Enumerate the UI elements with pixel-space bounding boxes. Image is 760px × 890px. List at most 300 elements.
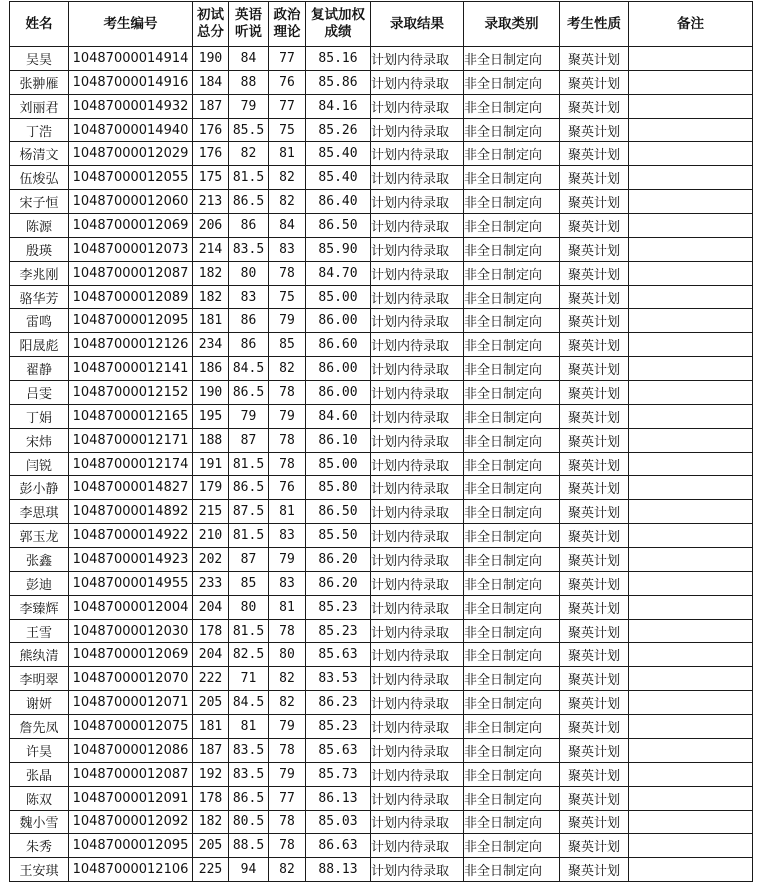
admission-result-cell: 计划内待录取 — [371, 357, 464, 381]
candidate-nature-cell: 聚英计划 — [560, 500, 629, 524]
retest-score-cell: 85.23 — [306, 619, 371, 643]
english-score-cell: 86.5 — [229, 381, 269, 405]
admission-category-cell: 非全日制定向 — [464, 333, 560, 357]
candidate-nature-cell: 聚英计划 — [560, 643, 629, 667]
candidate-name-cell: 陈双 — [10, 786, 69, 810]
politics-score-cell: 82 — [269, 667, 306, 691]
initial-total-cell: 233 — [193, 571, 229, 595]
exam-id-cell: 10487000014932 — [69, 94, 193, 118]
table-row — [10, 834, 753, 858]
retest-score-cell: 86.50 — [306, 500, 371, 524]
admission-result-cell: 计划内待录取 — [371, 571, 464, 595]
exam-id-cell: 10487000012070 — [69, 667, 193, 691]
candidate-name-cell: 熊纨清 — [10, 643, 69, 667]
remark-cell — [629, 452, 753, 476]
initial-total-cell: 181 — [193, 715, 229, 739]
politics-score-cell: 83 — [269, 237, 306, 261]
retest-score-cell: 85.80 — [306, 476, 371, 500]
header-name: 姓名 — [10, 2, 69, 47]
politics-score-cell: 82 — [269, 858, 306, 882]
initial-total-cell: 213 — [193, 190, 229, 214]
remark-cell — [629, 309, 753, 333]
remark-cell — [629, 190, 753, 214]
table-row — [10, 118, 753, 142]
admission-result-cell: 计划内待录取 — [371, 47, 464, 71]
admission-result-cell: 计划内待录取 — [371, 762, 464, 786]
retest-score-cell: 86.63 — [306, 834, 371, 858]
remark-cell — [629, 47, 753, 71]
header-result: 录取结果 — [371, 2, 464, 47]
admission-category-cell: 非全日制定向 — [464, 94, 560, 118]
candidate-name-cell: 张鑫 — [10, 548, 69, 572]
candidate-nature-cell: 聚英计划 — [560, 70, 629, 94]
candidate-nature-cell: 聚英计划 — [560, 118, 629, 142]
politics-score-cell: 79 — [269, 404, 306, 428]
candidate-name-cell: 郭玉龙 — [10, 524, 69, 548]
retest-score-cell: 86.50 — [306, 214, 371, 238]
admission-result-cell: 计划内待录取 — [371, 500, 464, 524]
candidate-nature-cell: 聚英计划 — [560, 571, 629, 595]
admission-result-cell: 计划内待录取 — [371, 786, 464, 810]
retest-score-cell: 86.40 — [306, 190, 371, 214]
initial-total-cell: 205 — [193, 691, 229, 715]
admission-table — [9, 1, 753, 882]
table-row — [10, 738, 753, 762]
english-score-cell: 81.5 — [229, 524, 269, 548]
table-row — [10, 476, 753, 500]
english-score-cell: 85 — [229, 571, 269, 595]
exam-id-cell: 10487000012004 — [69, 595, 193, 619]
english-score-cell: 86.5 — [229, 786, 269, 810]
initial-total-cell: 215 — [193, 500, 229, 524]
admission-result-cell: 计划内待录取 — [371, 858, 464, 882]
table-row — [10, 715, 753, 739]
admission-result-cell: 计划内待录取 — [371, 834, 464, 858]
table-row — [10, 643, 753, 667]
candidate-nature-cell: 聚英计划 — [560, 524, 629, 548]
header-category: 录取类别 — [464, 2, 560, 47]
admission-result-cell: 计划内待录取 — [371, 333, 464, 357]
candidate-name-cell: 朱秀 — [10, 834, 69, 858]
retest-score-cell: 85.40 — [306, 142, 371, 166]
remark-cell — [629, 357, 753, 381]
remark-cell — [629, 619, 753, 643]
initial-total-cell: 214 — [193, 237, 229, 261]
exam-id-cell: 10487000012126 — [69, 333, 193, 357]
initial-total-cell: 176 — [193, 118, 229, 142]
admission-category-cell: 非全日制定向 — [464, 70, 560, 94]
exam-id-cell: 10487000012091 — [69, 786, 193, 810]
english-score-cell: 84.5 — [229, 691, 269, 715]
admission-result-cell: 计划内待录取 — [371, 142, 464, 166]
header-politics-line1: 政治 — [273, 7, 301, 23]
politics-score-cell: 82 — [269, 357, 306, 381]
candidate-name-cell: 陈源 — [10, 214, 69, 238]
remark-cell — [629, 237, 753, 261]
exam-id-cell: 10487000014922 — [69, 524, 193, 548]
candidate-nature-cell: 聚英计划 — [560, 142, 629, 166]
retest-score-cell: 86.10 — [306, 428, 371, 452]
admission-result-cell: 计划内待录取 — [371, 428, 464, 452]
exam-id-cell: 10487000012060 — [69, 190, 193, 214]
table-row — [10, 285, 753, 309]
admission-category-cell: 非全日制定向 — [464, 357, 560, 381]
admission-result-cell: 计划内待录取 — [371, 452, 464, 476]
candidate-nature-cell: 聚英计划 — [560, 94, 629, 118]
admission-category-cell: 非全日制定向 — [464, 571, 560, 595]
remark-cell — [629, 118, 753, 142]
exam-id-cell: 10487000012087 — [69, 261, 193, 285]
remark-cell — [629, 715, 753, 739]
retest-score-cell: 86.20 — [306, 548, 371, 572]
english-score-cell: 82.5 — [229, 643, 269, 667]
retest-score-cell: 86.23 — [306, 691, 371, 715]
english-score-cell: 88.5 — [229, 834, 269, 858]
english-score-cell: 87 — [229, 428, 269, 452]
table-row — [10, 858, 753, 882]
remark-cell — [629, 428, 753, 452]
initial-total-cell: 184 — [193, 70, 229, 94]
english-score-cell: 86 — [229, 333, 269, 357]
candidate-name-cell: 刘丽君 — [10, 94, 69, 118]
politics-score-cell: 82 — [269, 166, 306, 190]
header-remark: 备注 — [629, 2, 753, 47]
candidate-name-cell: 杨清文 — [10, 142, 69, 166]
table-row — [10, 571, 753, 595]
table-body — [10, 47, 753, 882]
table-row — [10, 94, 753, 118]
english-score-cell: 83 — [229, 285, 269, 309]
exam-id-cell: 10487000012095 — [69, 834, 193, 858]
admission-result-cell: 计划内待录取 — [371, 381, 464, 405]
politics-score-cell: 78 — [269, 452, 306, 476]
politics-score-cell: 78 — [269, 381, 306, 405]
candidate-name-cell: 谢妍 — [10, 691, 69, 715]
admission-category-cell: 非全日制定向 — [464, 643, 560, 667]
retest-score-cell: 88.13 — [306, 858, 371, 882]
candidate-nature-cell: 聚英计划 — [560, 452, 629, 476]
initial-total-cell: 192 — [193, 762, 229, 786]
admission-category-cell: 非全日制定向 — [464, 261, 560, 285]
politics-score-cell: 83 — [269, 524, 306, 548]
candidate-nature-cell: 聚英计划 — [560, 810, 629, 834]
english-score-cell: 83.5 — [229, 237, 269, 261]
initial-total-cell: 225 — [193, 858, 229, 882]
exam-id-cell: 10487000012073 — [69, 237, 193, 261]
admission-category-cell: 非全日制定向 — [464, 118, 560, 142]
admission-result-cell: 计划内待录取 — [371, 738, 464, 762]
exam-id-cell: 10487000012089 — [69, 285, 193, 309]
admission-category-cell: 非全日制定向 — [464, 691, 560, 715]
retest-score-cell: 86.13 — [306, 786, 371, 810]
candidate-name-cell: 伍焌弘 — [10, 166, 69, 190]
candidate-name-cell: 丁娟 — [10, 404, 69, 428]
english-score-cell: 71 — [229, 667, 269, 691]
english-score-cell: 80.5 — [229, 810, 269, 834]
admission-category-cell: 非全日制定向 — [464, 858, 560, 882]
candidate-name-cell: 骆华芳 — [10, 285, 69, 309]
remark-cell — [629, 333, 753, 357]
politics-score-cell: 82 — [269, 691, 306, 715]
admission-result-cell: 计划内待录取 — [371, 404, 464, 428]
candidate-name-cell: 阳晟彪 — [10, 333, 69, 357]
admission-category-cell: 非全日制定向 — [464, 524, 560, 548]
remark-cell — [629, 524, 753, 548]
politics-score-cell: 84 — [269, 214, 306, 238]
candidate-name-cell: 雷鸣 — [10, 309, 69, 333]
english-score-cell: 80 — [229, 595, 269, 619]
initial-total-cell: 176 — [193, 142, 229, 166]
politics-score-cell: 81 — [269, 142, 306, 166]
admission-result-cell: 计划内待录取 — [371, 237, 464, 261]
politics-score-cell: 78 — [269, 619, 306, 643]
table-row — [10, 619, 753, 643]
admission-category-cell: 非全日制定向 — [464, 452, 560, 476]
candidate-name-cell: 李兆刚 — [10, 261, 69, 285]
exam-id-cell: 10487000014916 — [69, 70, 193, 94]
admission-result-cell: 计划内待录取 — [371, 309, 464, 333]
english-score-cell: 94 — [229, 858, 269, 882]
admission-result-cell: 计划内待录取 — [371, 166, 464, 190]
table-row — [10, 47, 753, 71]
admission-result-cell: 计划内待录取 — [371, 643, 464, 667]
admission-result-cell: 计划内待录取 — [371, 691, 464, 715]
initial-total-cell: 190 — [193, 381, 229, 405]
exam-id-cell: 10487000012152 — [69, 381, 193, 405]
table-row — [10, 166, 753, 190]
candidate-nature-cell: 聚英计划 — [560, 309, 629, 333]
candidate-name-cell: 丁浩 — [10, 118, 69, 142]
table-row — [10, 786, 753, 810]
remark-cell — [629, 285, 753, 309]
remark-cell — [629, 810, 753, 834]
english-score-cell: 87.5 — [229, 500, 269, 524]
retest-score-cell: 85.40 — [306, 166, 371, 190]
candidate-nature-cell: 聚英计划 — [560, 428, 629, 452]
exam-id-cell: 10487000012071 — [69, 691, 193, 715]
header-english-line2: 听说 — [235, 24, 262, 40]
candidate-nature-cell: 聚英计划 — [560, 619, 629, 643]
exam-id-cell: 10487000012141 — [69, 357, 193, 381]
admission-category-cell: 非全日制定向 — [464, 237, 560, 261]
politics-score-cell: 83 — [269, 571, 306, 595]
table-row — [10, 357, 753, 381]
candidate-name-cell: 王雪 — [10, 619, 69, 643]
remark-cell — [629, 858, 753, 882]
header-initial-total — [193, 2, 229, 47]
table-row — [10, 261, 753, 285]
english-score-cell: 83.5 — [229, 738, 269, 762]
table-row — [10, 452, 753, 476]
initial-total-cell: 186 — [193, 357, 229, 381]
candidate-name-cell: 彭小静 — [10, 476, 69, 500]
retest-score-cell: 84.60 — [306, 404, 371, 428]
admission-category-cell: 非全日制定向 — [464, 715, 560, 739]
initial-total-cell: 210 — [193, 524, 229, 548]
politics-score-cell: 80 — [269, 643, 306, 667]
english-score-cell: 86 — [229, 214, 269, 238]
admission-category-cell: 非全日制定向 — [464, 190, 560, 214]
header-exam-id: 考生编号 — [69, 2, 193, 47]
english-score-cell: 85.5 — [229, 118, 269, 142]
exam-id-cell: 10487000012055 — [69, 166, 193, 190]
admission-category-cell: 非全日制定向 — [464, 476, 560, 500]
retest-score-cell: 85.16 — [306, 47, 371, 71]
candidate-name-cell: 宋炜 — [10, 428, 69, 452]
candidate-nature-cell: 聚英计划 — [560, 47, 629, 71]
english-score-cell: 84 — [229, 47, 269, 71]
exam-id-cell: 10487000012086 — [69, 738, 193, 762]
candidate-name-cell: 张翀雁 — [10, 70, 69, 94]
table-row — [10, 237, 753, 261]
header-english — [229, 2, 269, 47]
exam-id-cell: 10487000014940 — [69, 118, 193, 142]
table-row — [10, 309, 753, 333]
candidate-name-cell: 彭迪 — [10, 571, 69, 595]
candidate-name-cell: 张晶 — [10, 762, 69, 786]
table-header-row — [10, 2, 753, 47]
candidate-nature-cell: 聚英计划 — [560, 858, 629, 882]
politics-score-cell: 81 — [269, 500, 306, 524]
table-row — [10, 428, 753, 452]
candidate-nature-cell: 聚英计划 — [560, 404, 629, 428]
exam-id-cell: 10487000012171 — [69, 428, 193, 452]
english-score-cell: 80 — [229, 261, 269, 285]
retest-score-cell: 85.03 — [306, 810, 371, 834]
remark-cell — [629, 643, 753, 667]
exam-id-cell: 10487000012165 — [69, 404, 193, 428]
table-row — [10, 595, 753, 619]
initial-total-cell: 187 — [193, 738, 229, 762]
exam-id-cell: 10487000014892 — [69, 500, 193, 524]
retest-score-cell: 85.63 — [306, 643, 371, 667]
admission-result-cell: 计划内待录取 — [371, 619, 464, 643]
retest-score-cell: 86.00 — [306, 381, 371, 405]
english-score-cell: 79 — [229, 94, 269, 118]
candidate-name-cell: 翟静 — [10, 357, 69, 381]
candidate-nature-cell: 聚英计划 — [560, 738, 629, 762]
remark-cell — [629, 70, 753, 94]
admission-category-cell: 非全日制定向 — [464, 762, 560, 786]
remark-cell — [629, 762, 753, 786]
candidate-nature-cell: 聚英计划 — [560, 715, 629, 739]
politics-score-cell: 82 — [269, 190, 306, 214]
retest-score-cell: 86.00 — [306, 309, 371, 333]
admission-category-cell: 非全日制定向 — [464, 738, 560, 762]
admission-category-cell: 非全日制定向 — [464, 595, 560, 619]
table-row — [10, 691, 753, 715]
admission-result-cell: 计划内待录取 — [371, 810, 464, 834]
exam-id-cell: 10487000012069 — [69, 214, 193, 238]
retest-score-cell: 85.90 — [306, 237, 371, 261]
retest-score-cell: 84.16 — [306, 94, 371, 118]
table-row — [10, 214, 753, 238]
politics-score-cell: 79 — [269, 715, 306, 739]
politics-score-cell: 85 — [269, 333, 306, 357]
table-row — [10, 190, 753, 214]
candidate-nature-cell: 聚英计划 — [560, 691, 629, 715]
english-score-cell: 87 — [229, 548, 269, 572]
remark-cell — [629, 261, 753, 285]
exam-id-cell: 10487000012092 — [69, 810, 193, 834]
exam-id-cell: 10487000012069 — [69, 643, 193, 667]
exam-id-cell: 10487000012030 — [69, 619, 193, 643]
initial-total-cell: 205 — [193, 834, 229, 858]
retest-score-cell: 85.73 — [306, 762, 371, 786]
initial-total-cell: 204 — [193, 643, 229, 667]
remark-cell — [629, 834, 753, 858]
candidate-name-cell: 殷瑛 — [10, 237, 69, 261]
politics-score-cell: 76 — [269, 476, 306, 500]
header-english-line1: 英语 — [235, 7, 262, 23]
exam-id-cell: 10487000014923 — [69, 548, 193, 572]
politics-score-cell: 75 — [269, 285, 306, 309]
english-score-cell: 82 — [229, 142, 269, 166]
table-row — [10, 762, 753, 786]
exam-id-cell: 10487000012095 — [69, 309, 193, 333]
politics-score-cell: 81 — [269, 595, 306, 619]
admission-category-cell: 非全日制定向 — [464, 142, 560, 166]
admission-result-cell: 计划内待录取 — [371, 94, 464, 118]
candidate-nature-cell: 聚英计划 — [560, 214, 629, 238]
initial-total-cell: 202 — [193, 548, 229, 572]
admission-result-cell: 计划内待录取 — [371, 667, 464, 691]
politics-score-cell: 78 — [269, 834, 306, 858]
admission-category-cell: 非全日制定向 — [464, 404, 560, 428]
candidate-name-cell: 詹先凤 — [10, 715, 69, 739]
politics-score-cell: 79 — [269, 548, 306, 572]
initial-total-cell: 181 — [193, 309, 229, 333]
candidate-name-cell: 闫锐 — [10, 452, 69, 476]
admission-category-cell: 非全日制定向 — [464, 428, 560, 452]
exam-id-cell: 10487000012029 — [69, 142, 193, 166]
exam-id-cell: 10487000012106 — [69, 858, 193, 882]
admission-category-cell: 非全日制定向 — [464, 166, 560, 190]
candidate-nature-cell: 聚英计划 — [560, 667, 629, 691]
admission-result-cell: 计划内待录取 — [371, 285, 464, 309]
admission-result-cell: 计划内待录取 — [371, 70, 464, 94]
english-score-cell: 86.5 — [229, 190, 269, 214]
admission-category-cell: 非全日制定向 — [464, 47, 560, 71]
admission-result-cell: 计划内待录取 — [371, 524, 464, 548]
table-row — [10, 381, 753, 405]
politics-score-cell: 78 — [269, 261, 306, 285]
english-score-cell: 81.5 — [229, 619, 269, 643]
remark-cell — [629, 786, 753, 810]
politics-score-cell: 78 — [269, 738, 306, 762]
initial-total-cell: 178 — [193, 786, 229, 810]
initial-total-cell: 188 — [193, 428, 229, 452]
exam-id-cell: 10487000014914 — [69, 47, 193, 71]
english-score-cell: 86.5 — [229, 476, 269, 500]
candidate-name-cell: 宋子恒 — [10, 190, 69, 214]
retest-score-cell: 85.50 — [306, 524, 371, 548]
table-row — [10, 524, 753, 548]
politics-score-cell: 76 — [269, 70, 306, 94]
admission-category-cell: 非全日制定向 — [464, 667, 560, 691]
admission-result-cell: 计划内待录取 — [371, 190, 464, 214]
table-row — [10, 142, 753, 166]
candidate-name-cell: 许昊 — [10, 738, 69, 762]
admission-category-cell: 非全日制定向 — [464, 500, 560, 524]
candidate-nature-cell: 聚英计划 — [560, 834, 629, 858]
remark-cell — [629, 381, 753, 405]
table-row — [10, 810, 753, 834]
table-row — [10, 548, 753, 572]
politics-score-cell: 79 — [269, 762, 306, 786]
initial-total-cell: 182 — [193, 285, 229, 309]
english-score-cell: 81 — [229, 715, 269, 739]
